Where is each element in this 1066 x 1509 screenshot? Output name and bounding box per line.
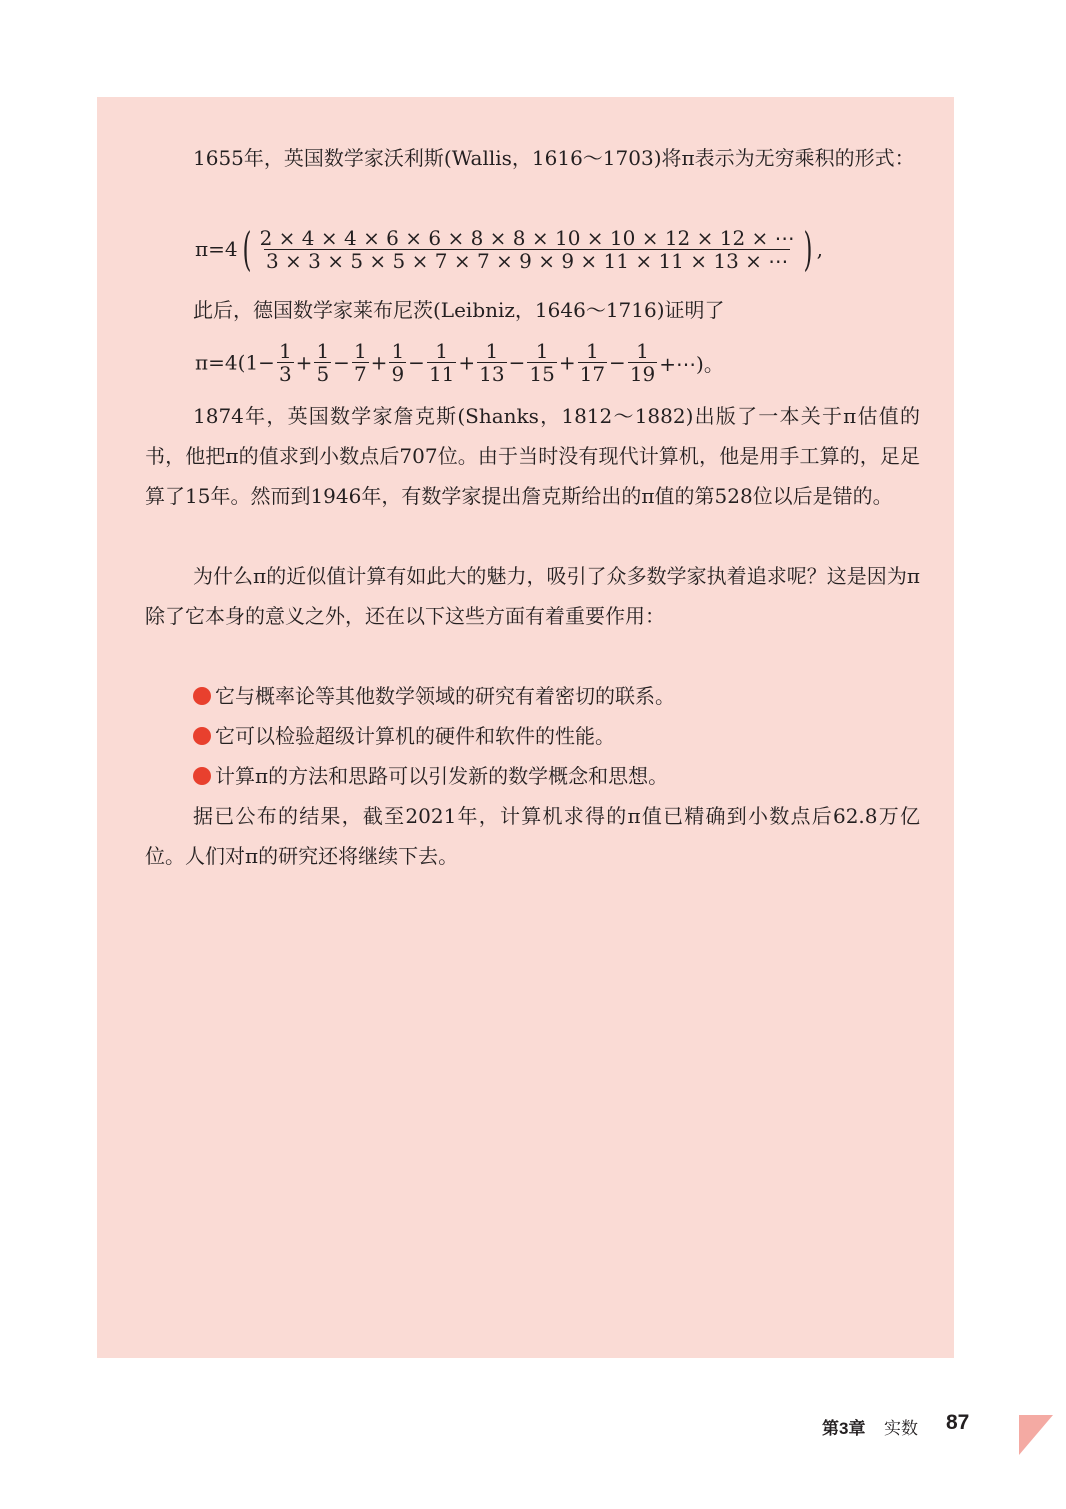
leibniz-term-7 [527, 340, 556, 385]
term-operator: − [408, 350, 425, 375]
leibniz-term-9 [628, 340, 657, 385]
term-operator: − [609, 350, 626, 375]
term-numerator: 1 [435, 339, 449, 363]
term-denominator: 5 [316, 362, 330, 386]
term-numerator: 1 [353, 339, 367, 363]
term-operator: − [508, 350, 526, 375]
leibniz-formula [195, 340, 724, 385]
leibniz-term-4 [389, 340, 406, 385]
left-paren: ( [242, 222, 252, 276]
term-denominator: 17 [579, 362, 606, 386]
bullet-item-3 [193, 756, 668, 796]
paragraph-wallis-intro: 1655年，英国数学家沃利斯(Wallis，1616～1703)将π表示为无穷乘积的形式： [193, 146, 915, 170]
bullet-dot-icon [193, 767, 211, 785]
term-numerator: 1 [485, 339, 499, 363]
term-operator: + [458, 350, 476, 375]
bullet-item-1 [193, 676, 675, 716]
term-denominator: 9 [391, 362, 405, 386]
leibniz-term-5 [427, 340, 456, 385]
term-denominator: 15 [529, 362, 555, 386]
right-paren: ) [803, 222, 813, 276]
term-numerator: 1 [535, 339, 549, 363]
term-denominator: 13 [479, 362, 505, 386]
term-denominator: 19 [629, 362, 656, 386]
leibniz-term-8 [578, 340, 607, 385]
chapter-name: 实数 [884, 1419, 918, 1438]
leibniz-term-3 [352, 340, 369, 385]
term-operator: + [370, 350, 388, 375]
paragraph-why-pi: 为什么π的近似值计算有如此大的魅力，吸引了众多数学家执着追求呢？这是因为π除了它本身的意义之外，还在以下这些方面有着重要作用： [145, 564, 920, 628]
page-fold-corner [1019, 1415, 1053, 1455]
term-denominator: 3 [278, 362, 292, 386]
wallis-formula [195, 222, 823, 276]
term-operator: + [558, 350, 576, 375]
term-operator: +⋯)。 [659, 352, 724, 376]
wallis-lhs: π=4 [195, 237, 238, 261]
term-denominator: 11 [428, 362, 455, 386]
term-operator: + [295, 350, 313, 375]
chapter-label: 第3章 [822, 1419, 866, 1438]
leibniz-term-6 [477, 340, 506, 385]
term-numerator: 1 [278, 339, 292, 363]
wallis-denominator: 3 × 3 × 5 × 5 × 7 × 7 × 9 × 9 × 11 × 11 × 13 × ⋯ [265, 248, 789, 273]
leibniz-open: (1− [237, 350, 275, 375]
paragraph-leibniz-intro: 此后，德国数学家莱布尼茨(Leibniz，1646～1716)证明了 [193, 298, 725, 322]
term-numerator: 1 [636, 339, 649, 363]
wallis-tail: , [816, 237, 823, 261]
bullet-dot-icon [193, 687, 211, 705]
leibniz-term-2 [314, 340, 331, 385]
bullet-text: 它可以检验超级计算机的硬件和软件的性能。 [215, 724, 615, 748]
term-operator: − [333, 350, 350, 375]
bullet-text: 它与概率论等其他数学领域的研究有着密切的联系。 [215, 684, 675, 708]
term-denominator: 7 [353, 362, 367, 386]
wallis-fraction [258, 227, 797, 272]
leibniz-term-1 [277, 340, 294, 385]
term-numerator: 1 [585, 339, 599, 363]
bullet-item-2 [193, 716, 615, 756]
paragraph-record: 据已公布的结果，截至2021年，计算机求得的π值已精确到小数点后62.8万亿位。人们对π的研究还将继续下去。 [145, 804, 920, 868]
paragraph-shanks: 1874年，英国数学家詹克斯(Shanks，1812～1882)出版了一本关于π估值的书，他把π的值求到小数点后707位。由于当时没有现代计算机，他是用手工算的，足足算了15年。然而到1946年，有数学家提出詹克斯给出的π值的第528位以后是错的。 [145, 404, 920, 508]
leibniz-lhs: π=4 [195, 350, 238, 375]
bullet-dot-icon [193, 727, 211, 745]
term-numerator: 1 [316, 339, 330, 363]
term-numerator: 1 [391, 339, 405, 363]
wallis-numerator: 2 × 4 × 4 × 6 × 6 × 8 × 8 × 10 × 10 × 12 × 12 × ⋯ [259, 225, 795, 250]
bullet-text: 计算π的方法和思路可以引发新的数学概念和思想。 [215, 764, 669, 788]
page-number: 87 [946, 1411, 970, 1434]
